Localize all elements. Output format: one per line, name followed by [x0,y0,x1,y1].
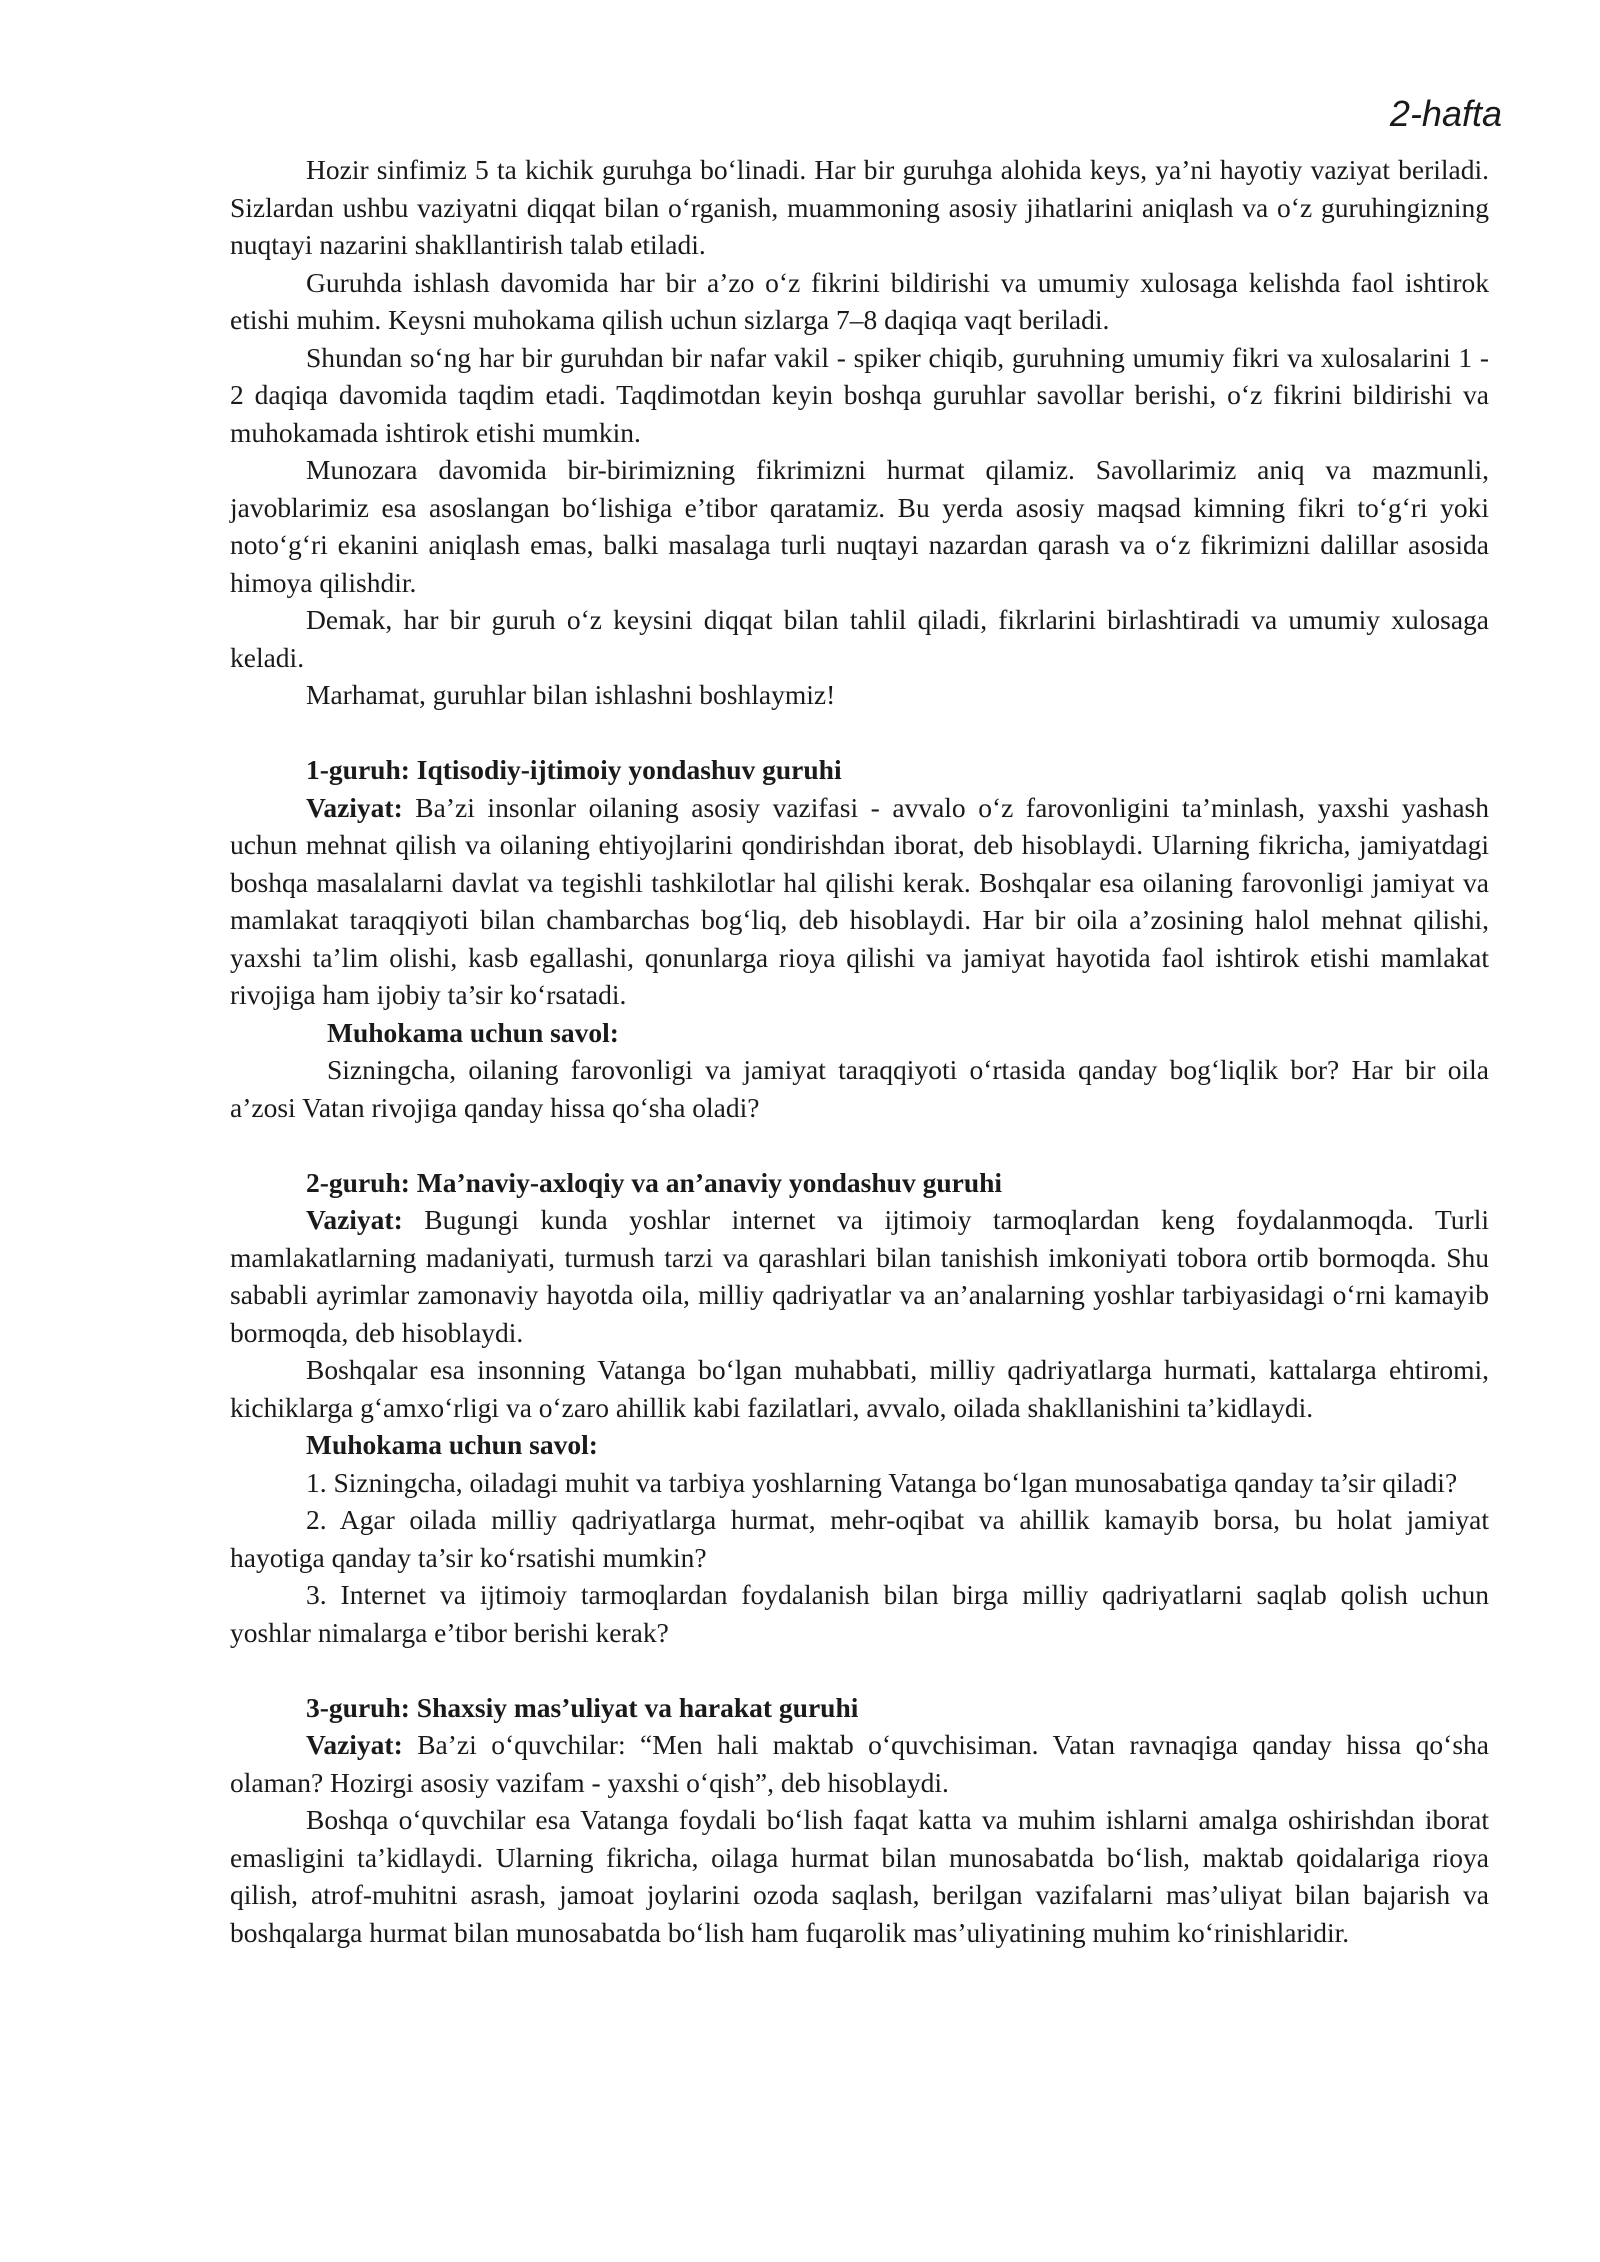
group2-discussion-label: Muhokama uchun savol: [306,1429,598,1460]
group1-heading: 1-guruh: Iqtisodiy-ijtimoiy yondashuv guruhi [306,754,842,785]
group2-situation [230,1201,1489,1351]
group2-question: 1. Sizningcha, oiladagi muhit va tarbiya yoshlarning Vatanga bo‘lgan munosabatiga qanday ta’sir qiladi? [306,1466,1458,1498]
group2-question: 2. Agar oilada milliy qadriyatlarga hurmat, mehr-oqibat va ahillik kamayib borsa, bu holat jamiyat hayotiga qanday ta’sir ko‘rsatishi mumkin? [230,1504,1489,1573]
intro-paragraph: Guruhda ishlash davomida har bir a’zo o‘z fikrini bildirishi va umumiy xulosaga kelishda faol ishtirok etishi muhim. Keysni muhokama qilish uchun sizlarga 7–8 daqiqa vaqt beriladi. [230,266,1489,335]
group3-situation [230,1726,1489,1801]
situation-text: Ba’zi insonlar oilaning asosiy vazifasi - avvalo o‘z farovonligini ta’minlash, yaxshi yashash uchun mehnat qilish va oilaning ehtiyojlarini qondirishdan iborat, deb hisoblaydi. Ularning fikricha, jamiyatdagi boshqa masalalarni davlat va tegishli tashkilotlar hal qilishi kerak. Boshqalar esa oilaning farovonligi jamiyat va mamlakat taraqqiyoti bilan chambarchas bog‘liq, deb hisoblaydi. Har bir oila a’zosining halol mehnat qilishi, yaxshi ta’lim olishi, kasb egallashi, qonunlarga rioya qilishi va jamiyat hayotida faol ishtirok etishi mamlakat rivojiga ham ijobiy ta’sir ko‘rsatadi. [230,791,1489,1010]
situation-label: Vaziyat: [306,791,403,823]
intro-paragraph: Shundan so‘ng har bir guruhdan bir nafar vakil - spiker chiqib, guruhning umumiy fikri va xulosalarini 1 - 2 daqiqa davomida taqdim etadi. Taqdimotdan keyin boshqa guruhlar savollar berishi, o‘z fikrini bildirishi va muhokamada ishtirok etishi mumkin. [230,341,1489,448]
group3-heading: 3-guruh: Shaxsiy mas’uliyat va harakat guruhi [306,1691,859,1723]
situation-label: Vaziyat: [306,1204,403,1235]
intro-paragraph: Munozara davomida bir-birimizning fikrimizni hurmat qilamiz. Savollarimiz aniq va mazmunli, javoblarimiz esa asoslangan bo‘lishiga e’tibor qaratamiz. Bu yerda asosiy maqsad kimning fikri to‘g‘ri yoki noto‘g‘ri ekanini aniqlash emas, balki masalaga turli nuqtayi nazardan qarash va o‘z fikrimizni dalillar asosida himoya qilishdir. [230,454,1489,598]
group2-question: 3. Internet va ijtimoiy tarmoqlardan foydalanish bilan birga milliy qadriyatlarni saqlab qolish uchun yoshlar nimalarga e’tibor berishi kerak? [230,1579,1489,1648]
situation-text: Bugungi kunda yoshlar internet va ijtimoiy tarmoqlardan keng foydalanmoqda. Turli mamlakatlarning madaniyati, turmush tarzi va qarashlari bilan tanishish imkoniyati tobora ortib bormoqda. Shu sababli ayrimlar zamonaviy hayotda oila, milliy qadriyatlar va an’analarning yoshlar tarbiyasidagi o‘rni kamayib bormoqda, deb hisoblaydi. [230,1204,1489,1348]
group1-situation [230,789,1489,1014]
page-header-week: 2-hafta [1389,93,1502,134]
document-body [230,151,1489,1951]
group3-situation-continued: Boshqa o‘quvchilar esa Vatanga foydali bo‘lish faqat katta va muhim ishlarni amalga oshirishdan iborat emasligini ta’kidlaydi. Ularning fikricha, oilaga hurmat bilan munosabatda bo‘lish, maktab qoidalariga rioya qilish, atrof-muhitni asrash, jamoat joylarini ozoda saqlash, berilgan vazifalarni mas’uliyat bilan bajarish va boshqalarga hurmat bilan munosabatda bo‘lish ham fuqarolik mas’uliyatining muhim ko‘rinishlaridir. [230,1804,1489,1948]
group2-heading: 2-guruh: Ma’naviy-axloqiy va an’anaviy yondashuv guruhi [306,1166,1003,1198]
situation-text: Ba’zi o‘quvchilar: “Men hali maktab o‘quvchisiman. Vatan ravnaqiga qanday hissa qo‘sha olaman? Hozirgi asosiy vazifam - yaxshi o‘qish”, deb hisoblaydi. [230,1729,1489,1798]
group1-question: Sizningcha, oilaning farovonligi va jamiyat taraqqiyoti o‘rtasida qanday bog‘liqlik bor? Har bir oila a’zosi Vatan rivojiga qanday hissa qo‘sha oladi? [230,1054,1489,1123]
group1-discussion-label: Muhokama uchun savol: [327,1016,619,1048]
situation-label: Vaziyat: [306,1729,403,1760]
intro-paragraph: Hozir sinfimiz 5 ta kichik guruhga bo‘linadi. Har bir guruhga alohida keys, ya’ni hayotiy vaziyat beriladi. Sizlardan ushbu vaziyatni diqqat bilan o‘rganish, muammoning asosiy jihatlarini aniqlash va o‘z guruhingizning nuqtayi nazarini shakllantirish talab etiladi. [230,154,1489,260]
intro-paragraph: Marhamat, guruhlar bilan ishlashni boshlaymiz! [306,679,836,710]
intro-paragraph: Demak, har bir guruh o‘z keysini diqqat bilan tahlil qiladi, fikrlarini birlashtiradi va umumiy xulosaga keladi. [230,604,1489,673]
group2-situation-continued: Boshqalar esa insonning Vatanga bo‘lgan muhabbati, milliy qadriyatlarga hurmati, kattalarga ehtiromi, kichiklarga g‘amxo‘rligi va o‘zaro ahillik kabi fazilatlari, avvalo, oilada shakllanishini ta’kidlaydi. [230,1354,1489,1423]
